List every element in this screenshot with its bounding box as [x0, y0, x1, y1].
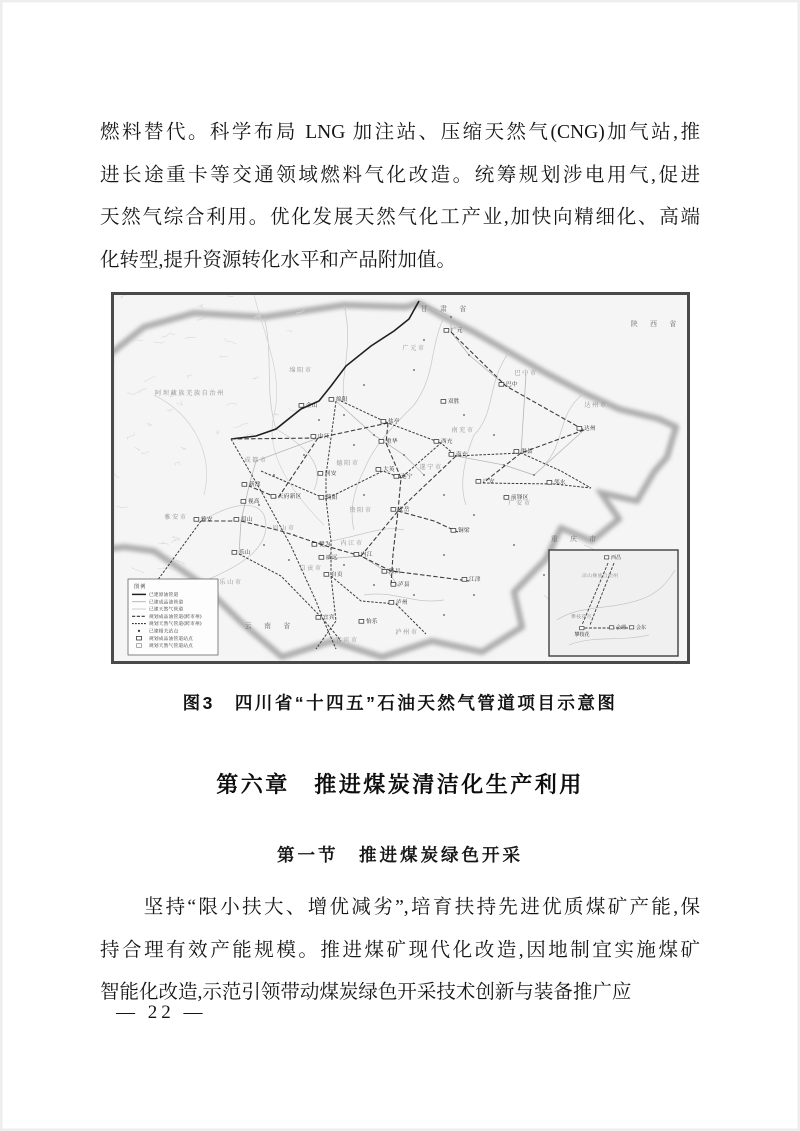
- region-label: 成都市: [244, 457, 268, 464]
- station-marker: [318, 472, 323, 476]
- station-label: 犍为: [319, 542, 331, 548]
- legend-item-label: 规划天然气管道站点: [149, 644, 193, 650]
- region-label: 雅安市: [164, 514, 188, 521]
- inset-station-label: 会东: [636, 625, 647, 631]
- station-marker: [382, 570, 387, 574]
- station-marker: [444, 329, 449, 333]
- station-label: 巴中: [506, 382, 518, 388]
- chapter-heading: 第六章 推进煤炭清洁化生产利用: [216, 772, 584, 797]
- region-label: 自贡市: [299, 565, 323, 572]
- station-label: 内江: [361, 552, 373, 558]
- province-label: 陕 西 省: [630, 320, 682, 328]
- station-marker: [389, 601, 394, 605]
- station-label: 前锋区: [511, 495, 529, 501]
- paragraph-bottom: [100, 887, 700, 1015]
- figure-caption: 图3 四川省“十四五”石油天然气管道项目示意图: [182, 693, 618, 713]
- text-line: 持合理有效产能规模。推进煤矿现代化改造,因地制宜实施煤矿: [100, 939, 700, 961]
- province-label: 重 庆 市: [550, 535, 602, 543]
- station-marker: [577, 427, 582, 431]
- station-marker: [451, 529, 456, 533]
- inset-station-label: 攀枝花: [574, 632, 590, 638]
- region-label: 遂宁市: [419, 464, 443, 471]
- station-label: 怡乐: [366, 619, 378, 625]
- legend-item-label: 已建原油管道: [149, 593, 179, 598]
- station-label: 大英: [383, 467, 395, 473]
- station-marker: [391, 583, 396, 587]
- station-label: 乐山: [239, 550, 251, 556]
- text-line: 进长途重卡等交通领域燃料气化改造。统筹规划涉电用气,促进: [100, 164, 700, 186]
- station-marker: [604, 556, 608, 559]
- station-label: 安岳: [398, 507, 410, 513]
- inset-region-label: 凉山彝族自治州: [582, 574, 619, 579]
- station-label: 双胜: [448, 399, 460, 405]
- station-marker: [312, 543, 317, 547]
- station-marker: [329, 398, 334, 402]
- section-heading: 第一节 推进煤炭绿色开采: [277, 845, 523, 865]
- station-label: 雅安: [201, 517, 213, 523]
- inset-map-frame: [549, 550, 678, 656]
- station-label: 宜宾: [323, 615, 335, 621]
- station-marker: [504, 496, 509, 500]
- pipeline-map-svg: [114, 295, 687, 661]
- text-line: 天然气综合利用。优化发展天然气化工产业,加快向精细化、高端: [100, 207, 700, 229]
- text-line: 化转型,提升资源转化水平和产品附加值。: [100, 249, 456, 271]
- province-label: 甘 肃 省: [420, 305, 472, 313]
- legend-item-label: 规划天然气管道(跨市州): [149, 622, 202, 628]
- station-marker: [434, 440, 439, 444]
- station-label: 铜梁: [458, 528, 470, 534]
- legend-title: 图例: [134, 584, 147, 590]
- region-label: 广安市: [508, 500, 532, 507]
- station-marker: [319, 556, 324, 560]
- legend-item-label: 已建相关站点: [149, 629, 179, 635]
- station-marker: [324, 573, 329, 577]
- station-marker: [234, 518, 239, 522]
- region-label: 南充市: [451, 427, 475, 434]
- station-marker: [449, 453, 454, 457]
- station-marker: [379, 440, 384, 444]
- legend-item-label: 已建天然气管道: [149, 607, 184, 613]
- region-label: 绵阳市: [289, 367, 313, 374]
- station-label: 江津: [469, 577, 481, 583]
- station-marker: [316, 616, 321, 620]
- station-marker: [462, 578, 467, 582]
- inset-region-label: 攀枝花市: [571, 615, 592, 620]
- region-label: 广元市: [402, 345, 426, 352]
- station-label: 达州: [584, 426, 596, 432]
- station-label: 渠县: [521, 449, 533, 455]
- station-label: 南充: [456, 452, 468, 458]
- region-label: 阿坝藏族羌族自治州: [154, 390, 226, 397]
- legend-item-label: 规划成品油管道(跨市州): [149, 614, 202, 620]
- station-marker: [391, 508, 396, 512]
- station-label: 泸州: [396, 600, 408, 606]
- text-line: 燃料替代。科学布局 LNG 加注站、压缩天然气(CNG)加气站,推: [100, 122, 700, 143]
- region-label: 巴中市: [514, 370, 538, 377]
- station-marker: [580, 627, 584, 630]
- region-label: 眉山市: [272, 525, 296, 532]
- station-label: 天府新区: [278, 494, 302, 500]
- station-marker: [381, 420, 386, 424]
- station-label: 金山: [306, 403, 318, 409]
- station-marker: [232, 551, 237, 555]
- station-label: 同安: [325, 471, 337, 477]
- station-marker: [354, 553, 359, 557]
- station-label: 威远: [326, 555, 338, 561]
- station-marker: [376, 468, 381, 472]
- paragraph-top: [100, 112, 700, 282]
- station-label: 自贡: [331, 572, 343, 578]
- station-marker: [514, 450, 519, 454]
- station-label: 遂宁: [401, 474, 413, 480]
- legend-item-label: 已建成品油管道: [149, 600, 184, 606]
- station-label: 广安: [483, 479, 495, 485]
- station-label: 眉山: [241, 517, 253, 523]
- station-marker: [441, 400, 446, 404]
- station-marker: [547, 481, 552, 485]
- station-marker: [271, 495, 276, 499]
- station-marker: [319, 496, 324, 500]
- station-label: 新津: [249, 482, 261, 488]
- region-label: 德阳市: [336, 460, 360, 467]
- station-marker: [629, 626, 633, 629]
- station-marker: [241, 500, 246, 504]
- station-marker: [499, 383, 504, 387]
- station-marker: [299, 404, 304, 408]
- region-label: 泸州市: [395, 629, 419, 636]
- station-marker: [359, 620, 364, 624]
- page-number: — 22 —: [116, 1002, 207, 1023]
- station-label: 绵阳: [336, 397, 348, 403]
- region-label: 乐山市: [219, 579, 243, 586]
- station-marker: [242, 483, 247, 487]
- station-label: 隆昌: [389, 569, 401, 575]
- station-marker: [194, 518, 199, 522]
- station-label: 重华: [386, 439, 398, 445]
- station-marker: [394, 475, 399, 479]
- region-label: 资阳市: [349, 507, 373, 514]
- station-marker: [609, 626, 613, 629]
- station-label: 简阳: [326, 495, 338, 501]
- station-label: 中江: [318, 434, 330, 440]
- inset-station-label: 西昌: [611, 555, 622, 561]
- region-label: 宜宾市: [335, 637, 359, 644]
- station-marker: [311, 435, 316, 439]
- station-label: 西充: [441, 439, 453, 445]
- region-label: 内江市: [340, 540, 364, 547]
- region-label: 达州市: [584, 402, 608, 409]
- map-figure: [111, 292, 690, 664]
- station-label: 泸县: [398, 582, 410, 588]
- province-label: 云 南 省: [244, 622, 296, 630]
- legend-item-label: 规划成品油管道站点: [149, 636, 193, 642]
- station-marker: [476, 480, 481, 484]
- station-label: 广元: [451, 328, 463, 334]
- station-label: 盐亭: [388, 419, 400, 425]
- inset-station-label: 会理: [616, 625, 627, 631]
- station-label: 邻水: [554, 480, 566, 486]
- text-line: 智能化改造,示范引领带动煤炭绿色开采技术创新与装备推广应: [100, 982, 632, 1004]
- text-line: 坚持“限小扶大、增优减劣”,培育扶持先进优质煤矿产能,保: [100, 897, 700, 918]
- station-label: 视高: [248, 499, 260, 505]
